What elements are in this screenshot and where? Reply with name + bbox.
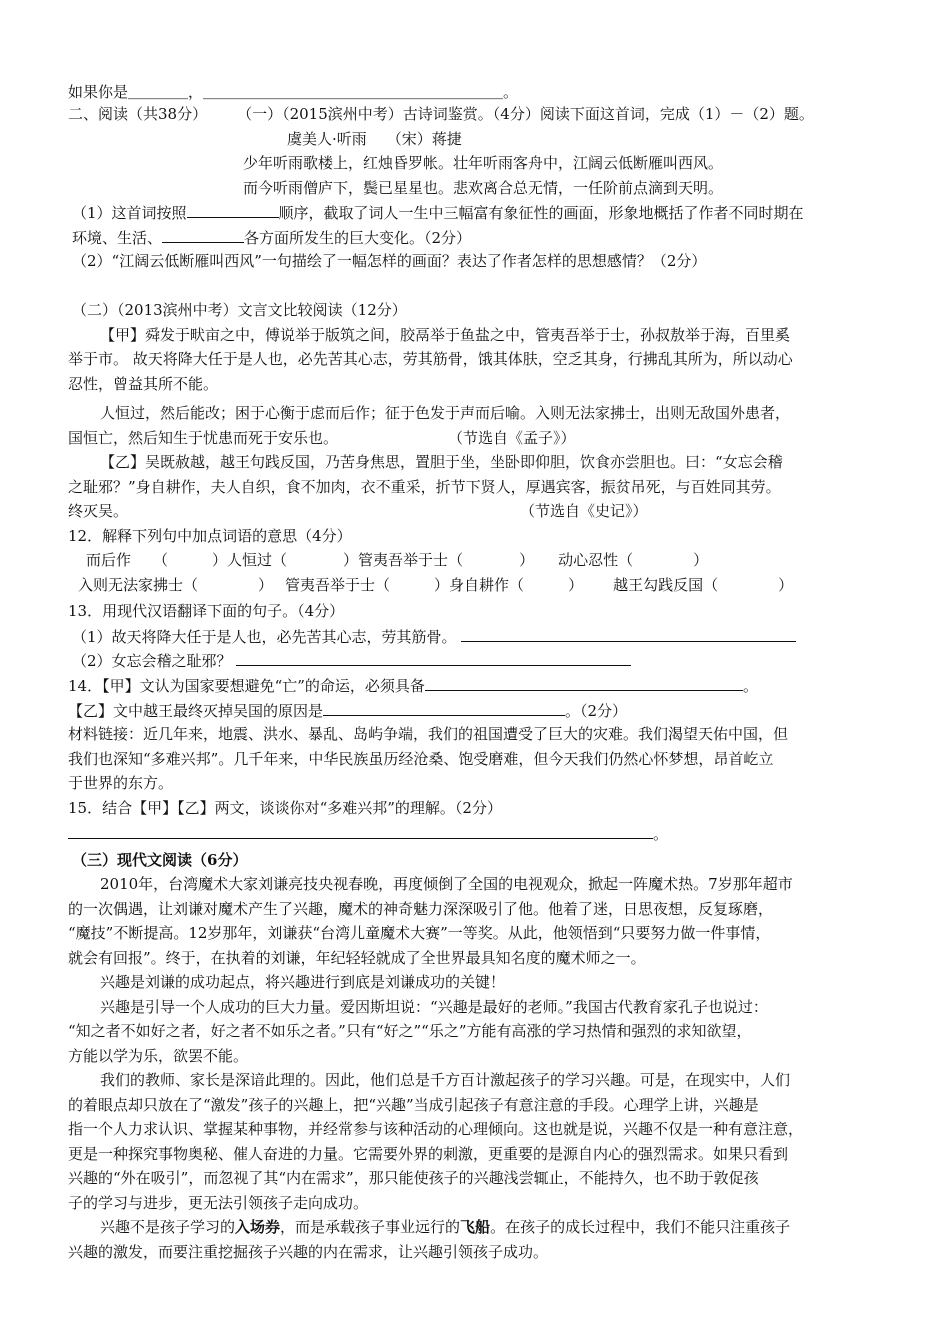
- p5-keyword-ticket: 入场券: [235, 1218, 281, 1236]
- question-2: （2）“江阔云低断雁叫西风”一句描绘了一幅怎样的画面？表达了作者怎样的思想感情？（2分）: [72, 252, 707, 270]
- q14-a-blank[interactable]: [425, 675, 743, 691]
- p5-keyword-ship: 飞船: [460, 1218, 491, 1236]
- q14-b-text: 【乙】文中越王最终灭掉吴国的原因是: [68, 702, 324, 720]
- p3-line-2: “知之者不如好之者，好之者不如乐之者。”只有“好之”“乐之”方能有高涨的学习热情和强烈的求知欲望，: [68, 1022, 752, 1040]
- jia-p2-text: 国恒亡，然后知生于忧患而死于安乐也。: [68, 429, 339, 447]
- jia-p1-line-2: 举于市。 故天将降大任于是人也，必先苦其心志，劳其筋骨，饿其体肤，空乏其身，行拂乱其所为，所以动心: [68, 350, 793, 368]
- q13-2-text: （2）女忘会稽之耻邪？: [72, 652, 232, 670]
- jia-source: （节选自《孟子》）: [448, 429, 576, 447]
- yi-source: （节选自《史记》）: [520, 502, 648, 520]
- part2-heading: （二）（2013滨州中考）文言文比较阅读（12分）: [72, 301, 407, 319]
- q12-bracket: （: [153, 551, 169, 569]
- q12-item: ）管夷吾举于士: [343, 551, 449, 569]
- q13-1-answer-line[interactable]: [461, 626, 796, 642]
- question-12: 12．解释下列句中加点词语的意思（4分）: [68, 527, 352, 545]
- yi-line-3: [68, 501, 648, 521]
- p4-line-5: 兴趣的“外在吸引”，而忽视了其“内在需求”，那只能使孩子的兴趣浅尝辄止，不能持久，也不助于敦促孩: [68, 1169, 759, 1187]
- p2-line: 兴趣是刘谦的成功起点，将兴趣进行到底是刘谦成功的关键！: [100, 973, 506, 991]
- yi-line-2: 之耻邪？”身自耕作，夫人自织，食不加肉，衣不重采，折节下贤人，厚遇宾客，振贫吊死，与百姓同其劳。: [68, 478, 781, 496]
- q12-item: 入则无法家拂士（: [78, 576, 199, 594]
- q12-item: 动心忍性（: [558, 551, 634, 569]
- question-1-line-2: [72, 227, 471, 248]
- q12-item: 而后作: [86, 551, 132, 569]
- q12-item: 管夷吾举于士（: [285, 576, 391, 594]
- p4-line-3: 指一个人力求认识、掌握某种事物，并经常参与该种活动的心理倾向。这也就是说，兴趣不仅是一种有意注意，: [68, 1120, 804, 1138]
- q14-b-blank[interactable]: [323, 700, 565, 716]
- question-13-1: [72, 626, 796, 647]
- p1-line-3: “魔技”不断提高。12岁那年，刘谦获“台湾儿童魔术大赛”一等奖。从此，他领悟到“只要努力做一件事情，: [68, 924, 771, 942]
- poem-title: 虞美人·听雨: [287, 130, 367, 148]
- question-14-a: [68, 675, 758, 696]
- q12-row-2: [78, 575, 793, 595]
- q12-item: ）人恒过（: [212, 551, 288, 569]
- part1-heading: （一）（2015滨州中考）古诗词鉴赏。（4分）阅读下面这首词，完成（1）－（2）题。: [237, 105, 814, 123]
- q12-bracket: ）: [778, 576, 794, 594]
- question-15-answer-line: [68, 823, 668, 844]
- p5-text-c: ，而是承载孩子事业远行的: [280, 1218, 461, 1236]
- q13-2-answer-line[interactable]: [236, 650, 631, 666]
- section2-heading-line: [68, 104, 814, 124]
- p4-line-6: 子的学习与进步，更无法引领孩子走向成功。: [68, 1194, 369, 1212]
- q1-text-a: （1）这首词按照: [72, 204, 187, 222]
- question-14-b: [68, 700, 627, 721]
- q12-bracket: ）: [568, 576, 584, 594]
- question-13: 13．用现代汉语翻译下面的句子。（4分）: [68, 602, 345, 620]
- p1-line-4: 就会有回报”。终于，在执着的刘谦，年纪轻轻就成了全世界最具知名度的魔术师之一。: [68, 949, 646, 967]
- q12-row-1: [86, 550, 708, 570]
- part3-heading: （三）现代文阅读（6分）: [72, 851, 248, 869]
- intro-line: [68, 82, 518, 102]
- jia-p1-line-1: 【甲】舜发于畎亩之中，傅说举于版筑之间，胶鬲举于鱼盐之中，管夷吾举于士，孙叔敖举于海，百里奚: [100, 326, 791, 344]
- p4-line-2: 的着眼点却只放在了“激发”孩子的兴趣上，把“兴趣”当成引起孩子有意注意的手段。心理学上讲，兴趣是: [68, 1096, 759, 1114]
- intro-text: 如果你是＿＿＿＿，＿＿＿＿＿＿＿＿＿＿＿＿＿＿＿＿＿＿＿＿。: [68, 83, 519, 101]
- q12-item: ）身自耕作（: [434, 576, 525, 594]
- p5-text-a: 兴趣不是孩子学习的: [100, 1218, 236, 1236]
- yi-text: 终灭吴。: [68, 502, 129, 520]
- poem-author: （宋）蒋捷: [386, 130, 462, 148]
- material-line-3: 于世界的东方。: [68, 774, 174, 792]
- yi-line-1: 【乙】吴既赦越，越王句践反国，乃苦身焦思，置胆于坐，坐卧即仰胆，饮食亦尝胆也。曰：“女忘会稽: [100, 453, 783, 471]
- jia-p2-line-2: [68, 428, 576, 448]
- q14-a-text: 14．【甲】文认为国家要想避免“亡”的命运，必须具备: [68, 677, 425, 695]
- q12-item: 越王勾践反国（: [613, 576, 719, 594]
- p4-line-4: 更是一种探究事物奥秘、催人奋进的力量。它需要外界的刺激，更重要的是源自内心的强烈需求。如果只看到: [68, 1145, 789, 1163]
- q1-text-d: 各方面所发生的巨大变化。（2分）: [244, 229, 472, 247]
- question-15: 15．结合【甲】【乙】两文，谈谈你对“多难兴邦”的理解。（2分）: [68, 799, 502, 817]
- p1-line-1: 2010年，台湾魔术大家刘谦亮技央视春晚，再度倾倒了全国的电视观众，掀起一阵魔术热。7岁那年超市: [100, 875, 793, 893]
- jia-p2-line-1: 人恒过，然后能改；困于心衡于虑而后作；征于色发于声而后喻。入则无法家拂士，出则无敌国外患者，: [100, 404, 791, 422]
- p3-line-3: 方能以学为乐，欲罢不能。: [68, 1047, 249, 1065]
- p1-line-2: 的一次偶遇，让刘谦对魔术产生了兴趣，魔术的神奇魅力深深吸引了他。他着了迷，日思夜想，反复琢磨，: [68, 900, 774, 918]
- question-1-line-1: [72, 202, 804, 223]
- question-13-2: [72, 650, 631, 671]
- p4-line-1: 我们的教师、家长是深谙此理的。因此，他们总是千方百计激起孩子的学习兴趣。可是，在现实中，人们: [100, 1071, 791, 1089]
- q14-b-end: 。（2分）: [565, 702, 628, 720]
- q15-answer-blank[interactable]: [68, 823, 653, 839]
- q1-text-b: 顺序，截取了词人一生中三幅富有象征性的画面，形象地概括了作者不同时期在: [278, 204, 804, 222]
- q12-bracket: （: [448, 551, 464, 569]
- material-line-1: 材料链接：近几年来，地震、洪水、暴乱、岛屿争端，我们的祖国遭受了巨大的灾难。我们渴望天佑中国，但: [68, 725, 789, 743]
- poem-line-1: 少年听雨歌楼上，红烛昏罗帐。壮年听雨客舟中，江阔云低断雁叫西风。: [243, 154, 724, 172]
- q15-end: 。: [653, 825, 669, 843]
- p5-line-1: [100, 1217, 790, 1237]
- poem-title-line: [287, 129, 462, 149]
- p5-text-e: 。在孩子的成长过程中，我们不能只注重孩子: [490, 1218, 791, 1236]
- material-line-2: 我们也深知“多难兴邦”。几千年来，中华民族虽历经沧桑、饱受磨难，但今天我们仍然心怀梦想，昂首屹立: [68, 750, 774, 768]
- poem-line-2: 而今听雨僧庐下，鬓已星星也。悲欢离合总无情，一任阶前点滴到天明。: [243, 179, 724, 197]
- q1-text-c: 环境、生活、: [72, 229, 163, 247]
- q14-a-end: 。: [742, 677, 758, 695]
- section2-heading: 二、阅读（共38分）: [68, 105, 208, 123]
- q1-blank-1[interactable]: [187, 202, 279, 218]
- q12-bracket: ）: [693, 551, 709, 569]
- q13-1-text: （1）故天将降大任于是人也，必先苦其心志，劳其筋骨。: [72, 628, 457, 646]
- p5-line-2: 兴趣的激发，而要注重挖掘孩子兴趣的内在需求，让兴趣引领孩子成功。: [68, 1243, 549, 1261]
- q12-bracket: ）: [258, 576, 274, 594]
- q1-blank-2[interactable]: [162, 227, 244, 243]
- q12-bracket: ）: [519, 551, 535, 569]
- jia-p1-line-3: 忍性，曾益其所不能。: [68, 375, 219, 393]
- p3-line-1: 兴趣是引导一个人成功的巨大力量。爱因斯坦说：“兴趣是最好的老师。”我国古代教育家孔子也说过：: [100, 998, 768, 1016]
